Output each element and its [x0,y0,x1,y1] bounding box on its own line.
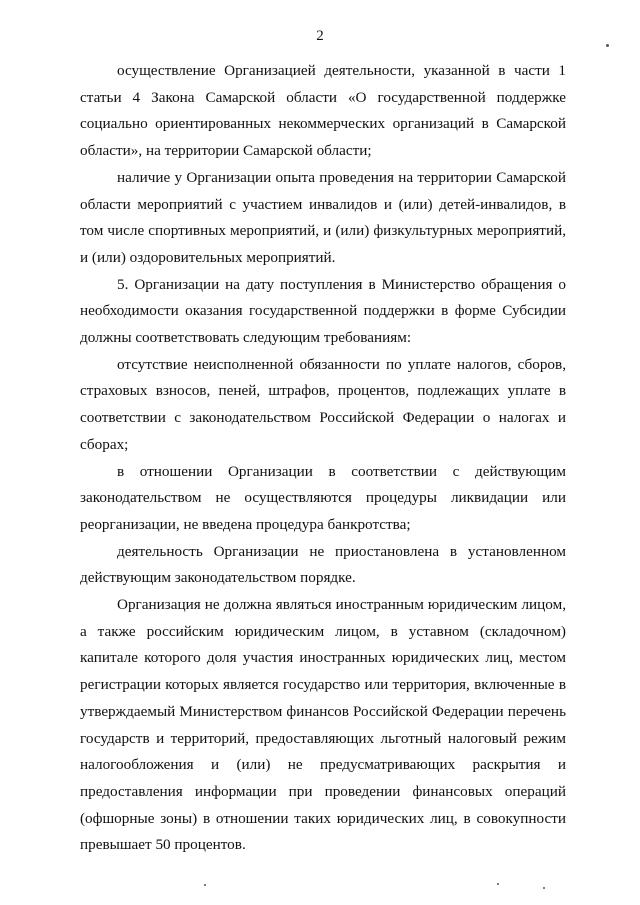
paragraph-experience-condition: наличие у Организации опыта проведения на территории Самарской области мероприятий с участием инвалидов и (или) детей-инвалидов, в том числе спортивных мероприятий, и (или) физкультурных мероприятий, и (или) оздоровительных мероприятий. [80,168,566,266]
scan-speck [606,44,609,47]
scan-speck [497,883,499,885]
paragraph-no-liquidation: в отношении Организации в соответствии с действующим законодательством не осуществляются процедуры ликвидации или реорганизации, не введена процедура банкротства; [80,462,566,533]
paragraph-requirements-intro: 5. Организации на дату поступления в Министерство обращения о необходимости оказания государственной поддержки в форме Субсидии должны соответствовать следующим требованиям: [80,275,566,347]
paragraph-activity-condition: осуществление Организацией деятельности, указанной в части 1 статьи 4 Закона Самарской области «О государственной поддержке социально ориентированных некоммерческих организаций в Самарской области», на территории Самарской области; [80,62,566,160]
page-number: 2 [316,28,324,44]
scan-speck [204,884,206,886]
scan-speck [543,887,545,889]
paragraph-not-foreign-entity: Организация не должна являться иностранным юридическим лицом, а также российским юридическим лицом, в уставном (складочном) капитале которого доля участия иностранных юридических лиц, местом регистрации которых является государство или территория, включенные в утверждаемый Министерством финансов Российской Федерации перечень государств и территорий, предоставляющих льготный налоговый режим налогообложения и (или) не предусматривающих раскрытия и предоставления информации при проведении финансовых операций (офшорные зоны) в отношении таких юридических лиц, в совокупности превышает 50 процентов. [80,596,566,854]
document-body [80,58,566,859]
paragraph-no-tax-debt: отсутствие неисполненной обязанности по уплате налогов, сборов, страховых взносов, пеней, штрафов, процентов, подлежащих уплате в соответствии с законодательством Российской Федерации о налогах и сборах; [80,355,566,453]
paragraph-not-suspended: деятельность Организации не приостановлена в установленном действующим законодательством порядке. [80,542,566,587]
